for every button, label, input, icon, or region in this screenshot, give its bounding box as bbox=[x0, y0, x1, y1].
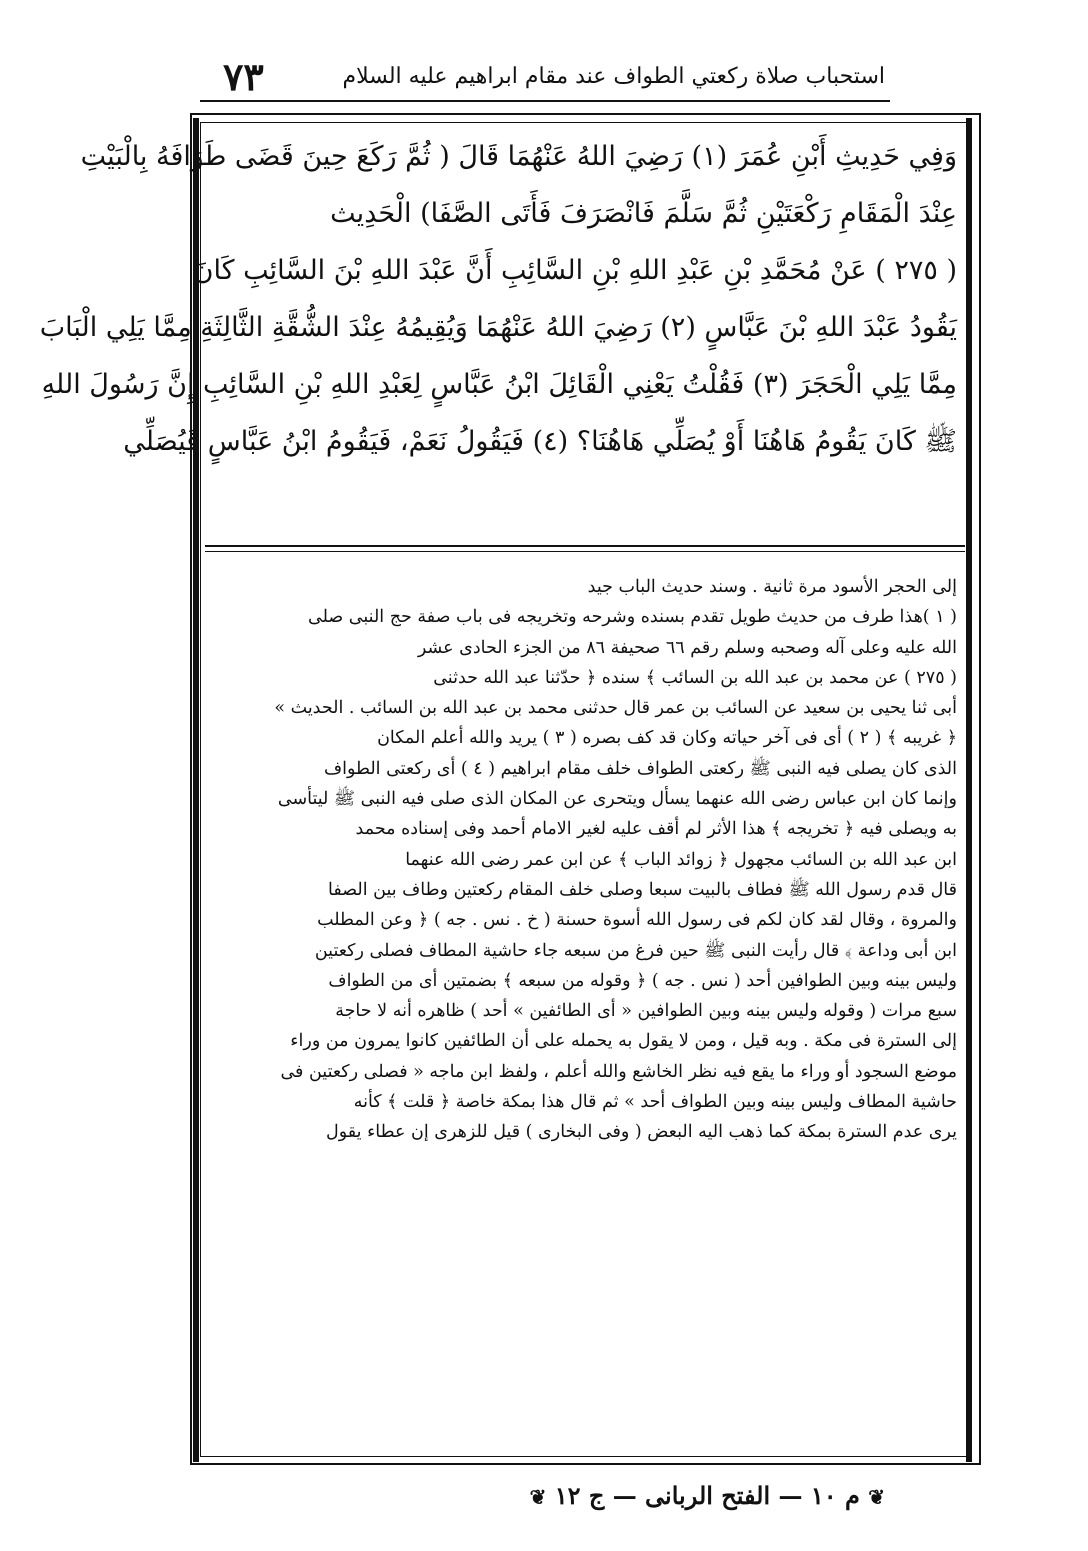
footnote-line: الذى كان يصلى فيه النبى ﷺ ركعتى الطواف خلف مقام ابراهيم ( ٤ ) أى ركعتى الطواف bbox=[323, 758, 957, 779]
footnote-line: به ويصلى فيه ﴿ تخريجه ﴾ هذا الأثر لم أقف عليه لغير الامام أحمد وفى إسناده محمد bbox=[355, 819, 957, 840]
running-title: استحباب صلاة ركعتي الطواف عند مقام ابراهيم عليه السلام bbox=[342, 64, 885, 89]
main-line: يَقُودُ عَبْدَ اللهِ بْنَ عَبَّاسٍ (٢) رَضِيَ اللهُ عَنْهُمَا وَيُقِيمُهُ عِنْدَ الشُّقَّةِ الثَّالِثَةِ مِمَّا يَلِي الْبَابَ bbox=[39, 312, 957, 343]
footnote-line: إلى الحجر الأسود مرة ثانية . وسند حديث الباب جيد bbox=[587, 577, 957, 597]
footnote-line: حاشية المطاف وليس بينه وبين الطواف أحد » ثم قال هذا بمكة خاصة ﴿ قلت ﴾ كأنه bbox=[353, 1092, 957, 1113]
page-number: ٧٣ bbox=[223, 54, 264, 99]
footnote-line: ابن أبى وداعة ﴾ قال رأيت النبى ﷺ حين فرغ من سبعه جاء حاشية المطاف فصلى ركعتين bbox=[314, 940, 957, 961]
footnote-line: ( ٢٧٥ ) عن محمد بن عبد الله بن السائب ﴾ سنده ﴿ حدّثنا عبد الله حدثنى bbox=[433, 667, 957, 688]
header-rule bbox=[200, 100, 890, 102]
footnote-line: سبع مرات ( وقوله وليس بينه وبين الطوافين « أى الطائفين » أحد ) ظاهره أنه لا حاجة bbox=[335, 1001, 957, 1022]
page-header bbox=[215, 54, 885, 99]
main-line: مِمَّا يَلِي الْحَجَرَ (٣) فَقُلْتُ يَعْنِي الْقَائِلَ ابْنُ عَبَّاسٍ لِعَبْدِ اللهِ بْنِ السَّائِبِ إِنَّ رَسُولَ اللهِ bbox=[41, 369, 957, 400]
footnote-line: والمروة ، وقال لقد كان لكم فى رسول الله أسوة حسنة ( خ . نس . جه ) ﴿ وعن المطلب bbox=[317, 910, 957, 931]
page-footer bbox=[529, 1476, 885, 1516]
main-line: ( ٢٧٥ ) عَنْ مُحَمَّدِ بْنِ عَبْدِ اللهِ بْنِ السَّائِبِ أَنَّ عَبْدَ اللهِ بْنَ السَّائِبِ كَانَ bbox=[193, 255, 957, 286]
section-divider-secondary bbox=[205, 551, 965, 552]
hadith-text bbox=[39, 128, 957, 470]
ornament-icon: ❦ bbox=[868, 1485, 885, 1509]
frame-right-border bbox=[966, 118, 972, 1462]
footnote-line: ابن عبد الله بن السائب مجهول ﴿ زوائد الباب ﴾ عن ابن عمر رضى الله عنهما bbox=[405, 849, 957, 870]
footnote-line: موضع السجود أو وراء ما يقع فيه نظر الخاشع والله أعلم ، ولفظ ابن ماجه « فصلى ركعتين فى bbox=[280, 1061, 957, 1082]
footnote-line: ( ١ )هذا طرف من حديث طويل تقدم بسنده وشرحه وتخريجه فى باب صفة حج النبى صلى bbox=[308, 607, 957, 628]
footer-signature: م ١٠ — الفتح الربانى — ج ١٢ bbox=[554, 1481, 860, 1510]
footnote-line: الله عليه وعلى آله وصحبه وسلم رقم ٦٦ صحيفة ٨٦ من الجزء الحادى عشر bbox=[417, 637, 957, 658]
section-divider bbox=[205, 545, 965, 547]
footnote-line: وإنما كان ابن عباس رضى الله عنهما يسأل ويتحرى عن المكان الذى صلى فيه النبى ﷺ ليتأسى bbox=[277, 789, 957, 810]
footnote-line: إلى السترة فى مكة . وبه قيل ، ومن لا يقول به يحمله على أن الطائفين كانوا يمرون من وراء bbox=[290, 1031, 957, 1052]
main-line: ﷺ كَانَ يَقُومُ هَاهُنَا أَوْ يُصَلِّي هَاهُنَا؟ (٤) فَيَقُولُ نَعَمْ، فَيَقُومُ ابْنُ عَبَّاسٍ فَيُصَلِّي bbox=[123, 426, 957, 457]
footnote-line: أبى ثنا يحيى بن سعيد عن السائب بن عمر قال حدثنى محمد بن عبد الله بن السائب . الحديث » bbox=[274, 698, 957, 719]
commentary-footnotes bbox=[212, 572, 957, 1148]
footnote-line: ﴿ غريبه ﴾ ( ٢ ) أى فى آخر حياته وكان قد كف بصره ( ٣ ) يريد والله أعلم المكان bbox=[377, 728, 957, 749]
main-line: عِنْدَ الْمَقَامِ رَكْعَتَيْنِ ثُمَّ سَلَّمَ فَانْصَرَفَ فَأَتَى الصَّفَا) الْحَدِيث bbox=[330, 198, 957, 229]
ornament-icon: ❦ bbox=[529, 1485, 547, 1509]
footnote-line: وليس بينه وبين الطوافين أحد ( نس . جه ) ﴿ وقوله من سبعه ﴾ بضمتين أى من الطواف bbox=[328, 970, 957, 991]
footnote-line: يرى عدم السترة بمكة كما ذهب اليه البعض ( وفى البخارى ) قيل للزهرى إن عطاء يقول bbox=[326, 1122, 957, 1143]
footnote-line: قال قدم رسول الله ﷺ فطاف بالبيت سبعا وصلى خلف المقام ركعتين وطاف بين الصفا bbox=[328, 879, 957, 900]
main-line: وَفِي حَدِيثِ أَبْنِ عُمَرَ (١) رَضِيَ اللهُ عَنْهُمَا قَالَ ( ثُمَّ رَكَعَ حِينَ قَضَى طَوَافَهُ بِالْبَيْتِ bbox=[80, 141, 957, 172]
